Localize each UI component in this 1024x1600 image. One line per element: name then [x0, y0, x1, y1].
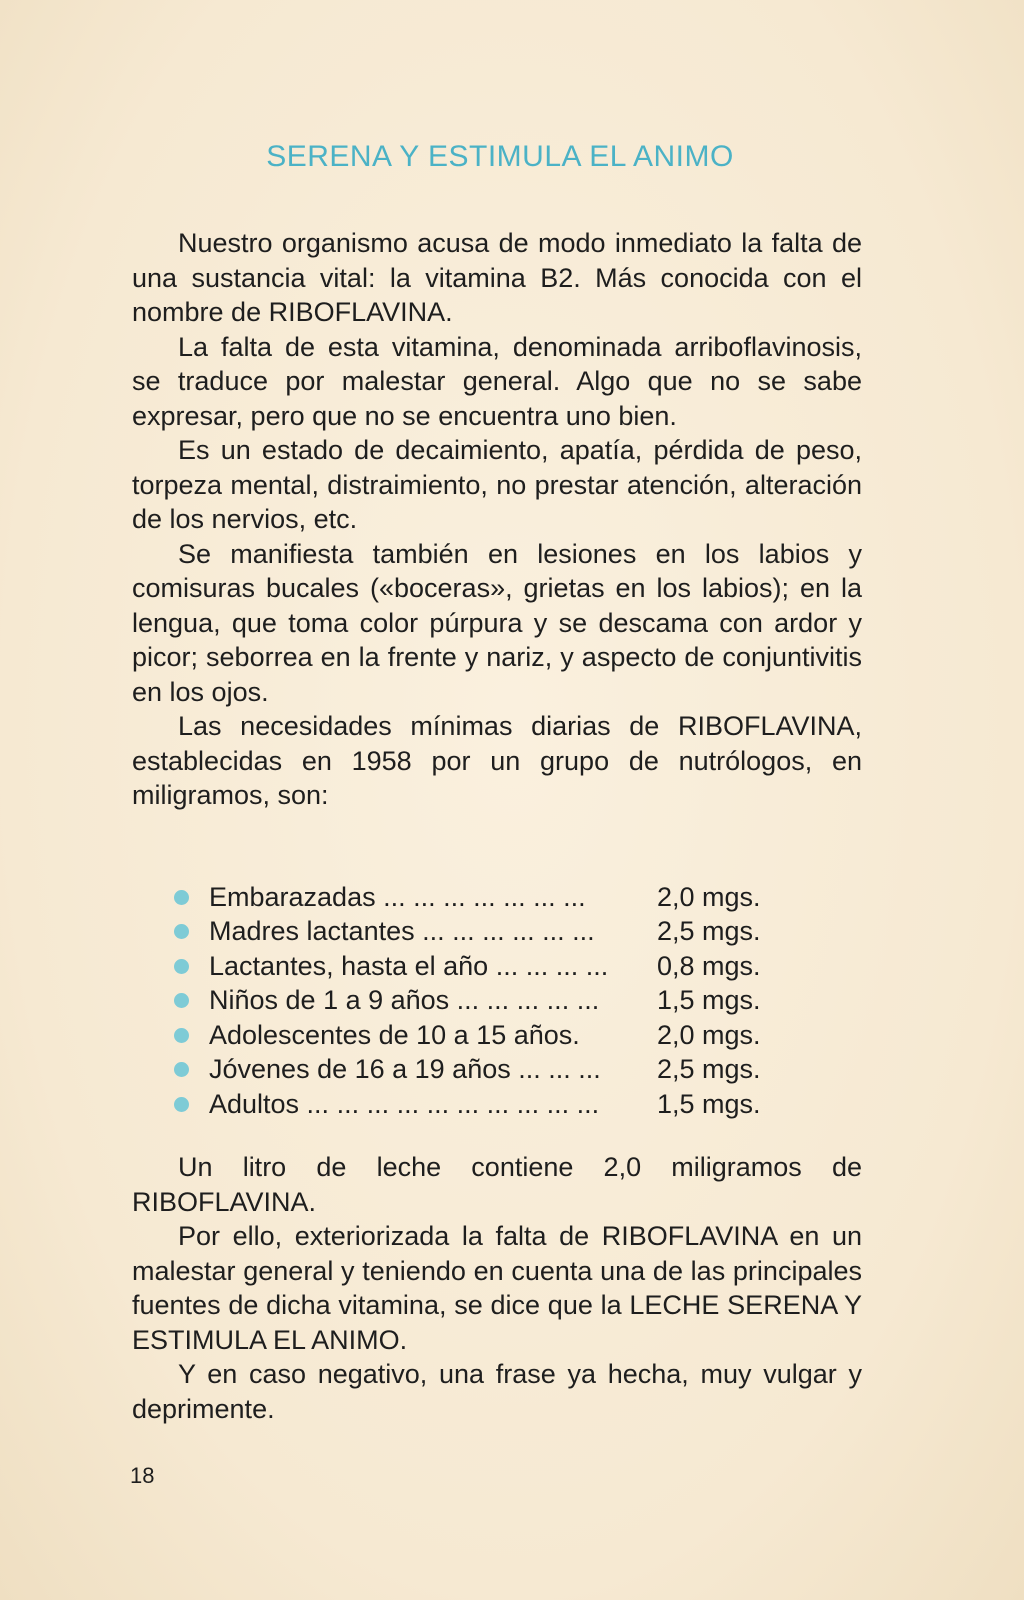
- bullet-icon: [174, 1062, 189, 1077]
- paragraph: Y en caso negativo, una frase ya hecha, muy vulgar y deprimente.: [132, 1359, 862, 1424]
- group-label: Embarazadas ... ... ... ... ... ... ...: [209, 881, 586, 912]
- dose-value: 2,0 mgs.: [657, 1019, 761, 1050]
- list-item: [174, 915, 807, 950]
- group-label: Lactantes, hasta el año ... ... ... ...: [209, 950, 609, 981]
- dose-value: 2,0 mgs.: [657, 881, 761, 912]
- paragraph: Las necesidades mínimas diarias de RIBOFLAVINA, establecidas en 1958 por un grupo de nutrólogos, en miligramos, son:: [132, 711, 862, 810]
- paragraph: Es un estado de decaimiento, apatía, pérdida de peso, torpeza mental, distraimiento, no prestar atención, alteración de los nervios, etc.: [132, 435, 862, 534]
- group-label: Adolescentes de 10 a 15 años.: [209, 1019, 580, 1050]
- dose-value: 2,5 mgs.: [657, 916, 761, 947]
- group-label: Madres lactantes ... ... ... ... ... ...: [209, 916, 595, 947]
- paragraph: Un litro de leche contiene 2,0 miligramos de RIBOFLAVINA.: [132, 1152, 862, 1217]
- closing-text: [132, 1150, 862, 1426]
- list-item: [174, 984, 807, 1019]
- group-label: Adultos ... ... ... ... ... ... ... ... ... ...: [209, 1088, 600, 1119]
- dose-value: 2,5 mgs.: [657, 1054, 761, 1085]
- list-item: [174, 880, 807, 915]
- dose-value: 0,8 mgs.: [657, 950, 761, 981]
- list-item: [174, 1087, 807, 1122]
- list-item: [174, 949, 807, 984]
- group-label: Jóvenes de 16 a 19 años ... ... ...: [209, 1054, 601, 1085]
- bullet-icon: [174, 924, 189, 939]
- intro-text: [132, 226, 862, 813]
- group-label: Niños de 1 a 9 años ... ... ... ... ...: [209, 985, 600, 1016]
- page-number: 18: [130, 1463, 155, 1488]
- paragraph: La falta de esta vitamina, denominada arriboflavinosis, se traduce por malestar general. Algo que no se sabe expresar, pero que no se encuentra uno bien.: [132, 331, 862, 431]
- bullet-icon: [174, 1097, 189, 1112]
- paragraph: Nuestro organismo acusa de modo inmediato la falta de una sustancia vital: la vitamina B2. Más conocida con el nombre de RIBOFLAVINA.: [132, 228, 862, 327]
- dose-value: 1,5 mgs.: [657, 985, 761, 1016]
- bullet-icon: [174, 959, 189, 974]
- bullet-icon: [174, 993, 189, 1008]
- riboflavin-requirements-list: [174, 880, 807, 1122]
- bullet-icon: [174, 1028, 189, 1043]
- dose-value: 1,5 mgs.: [657, 1088, 761, 1119]
- paragraph: Por ello, exteriorizada la falta de RIBOFLAVINA en un malestar general y teniendo en cuenta una de las principales fuentes de dicha vitamina, se dice que la LECHE SERENA Y ESTIMULA EL ANIMO.: [132, 1221, 862, 1355]
- bullet-icon: [174, 890, 189, 905]
- list-item: [174, 1053, 807, 1088]
- page-heading: SERENA Y ESTIMULA EL ANIMO: [266, 140, 734, 173]
- paragraph: Se manifiesta también en lesiones en los labios y comisuras bucales («boceras», grietas en los labios); en la lengua, que toma color púrpura y se descama con ardor y picor; seborrea en la frente y nariz, y aspecto de conjuntivitis en los ojos.: [132, 538, 862, 707]
- list-item: [174, 1018, 807, 1053]
